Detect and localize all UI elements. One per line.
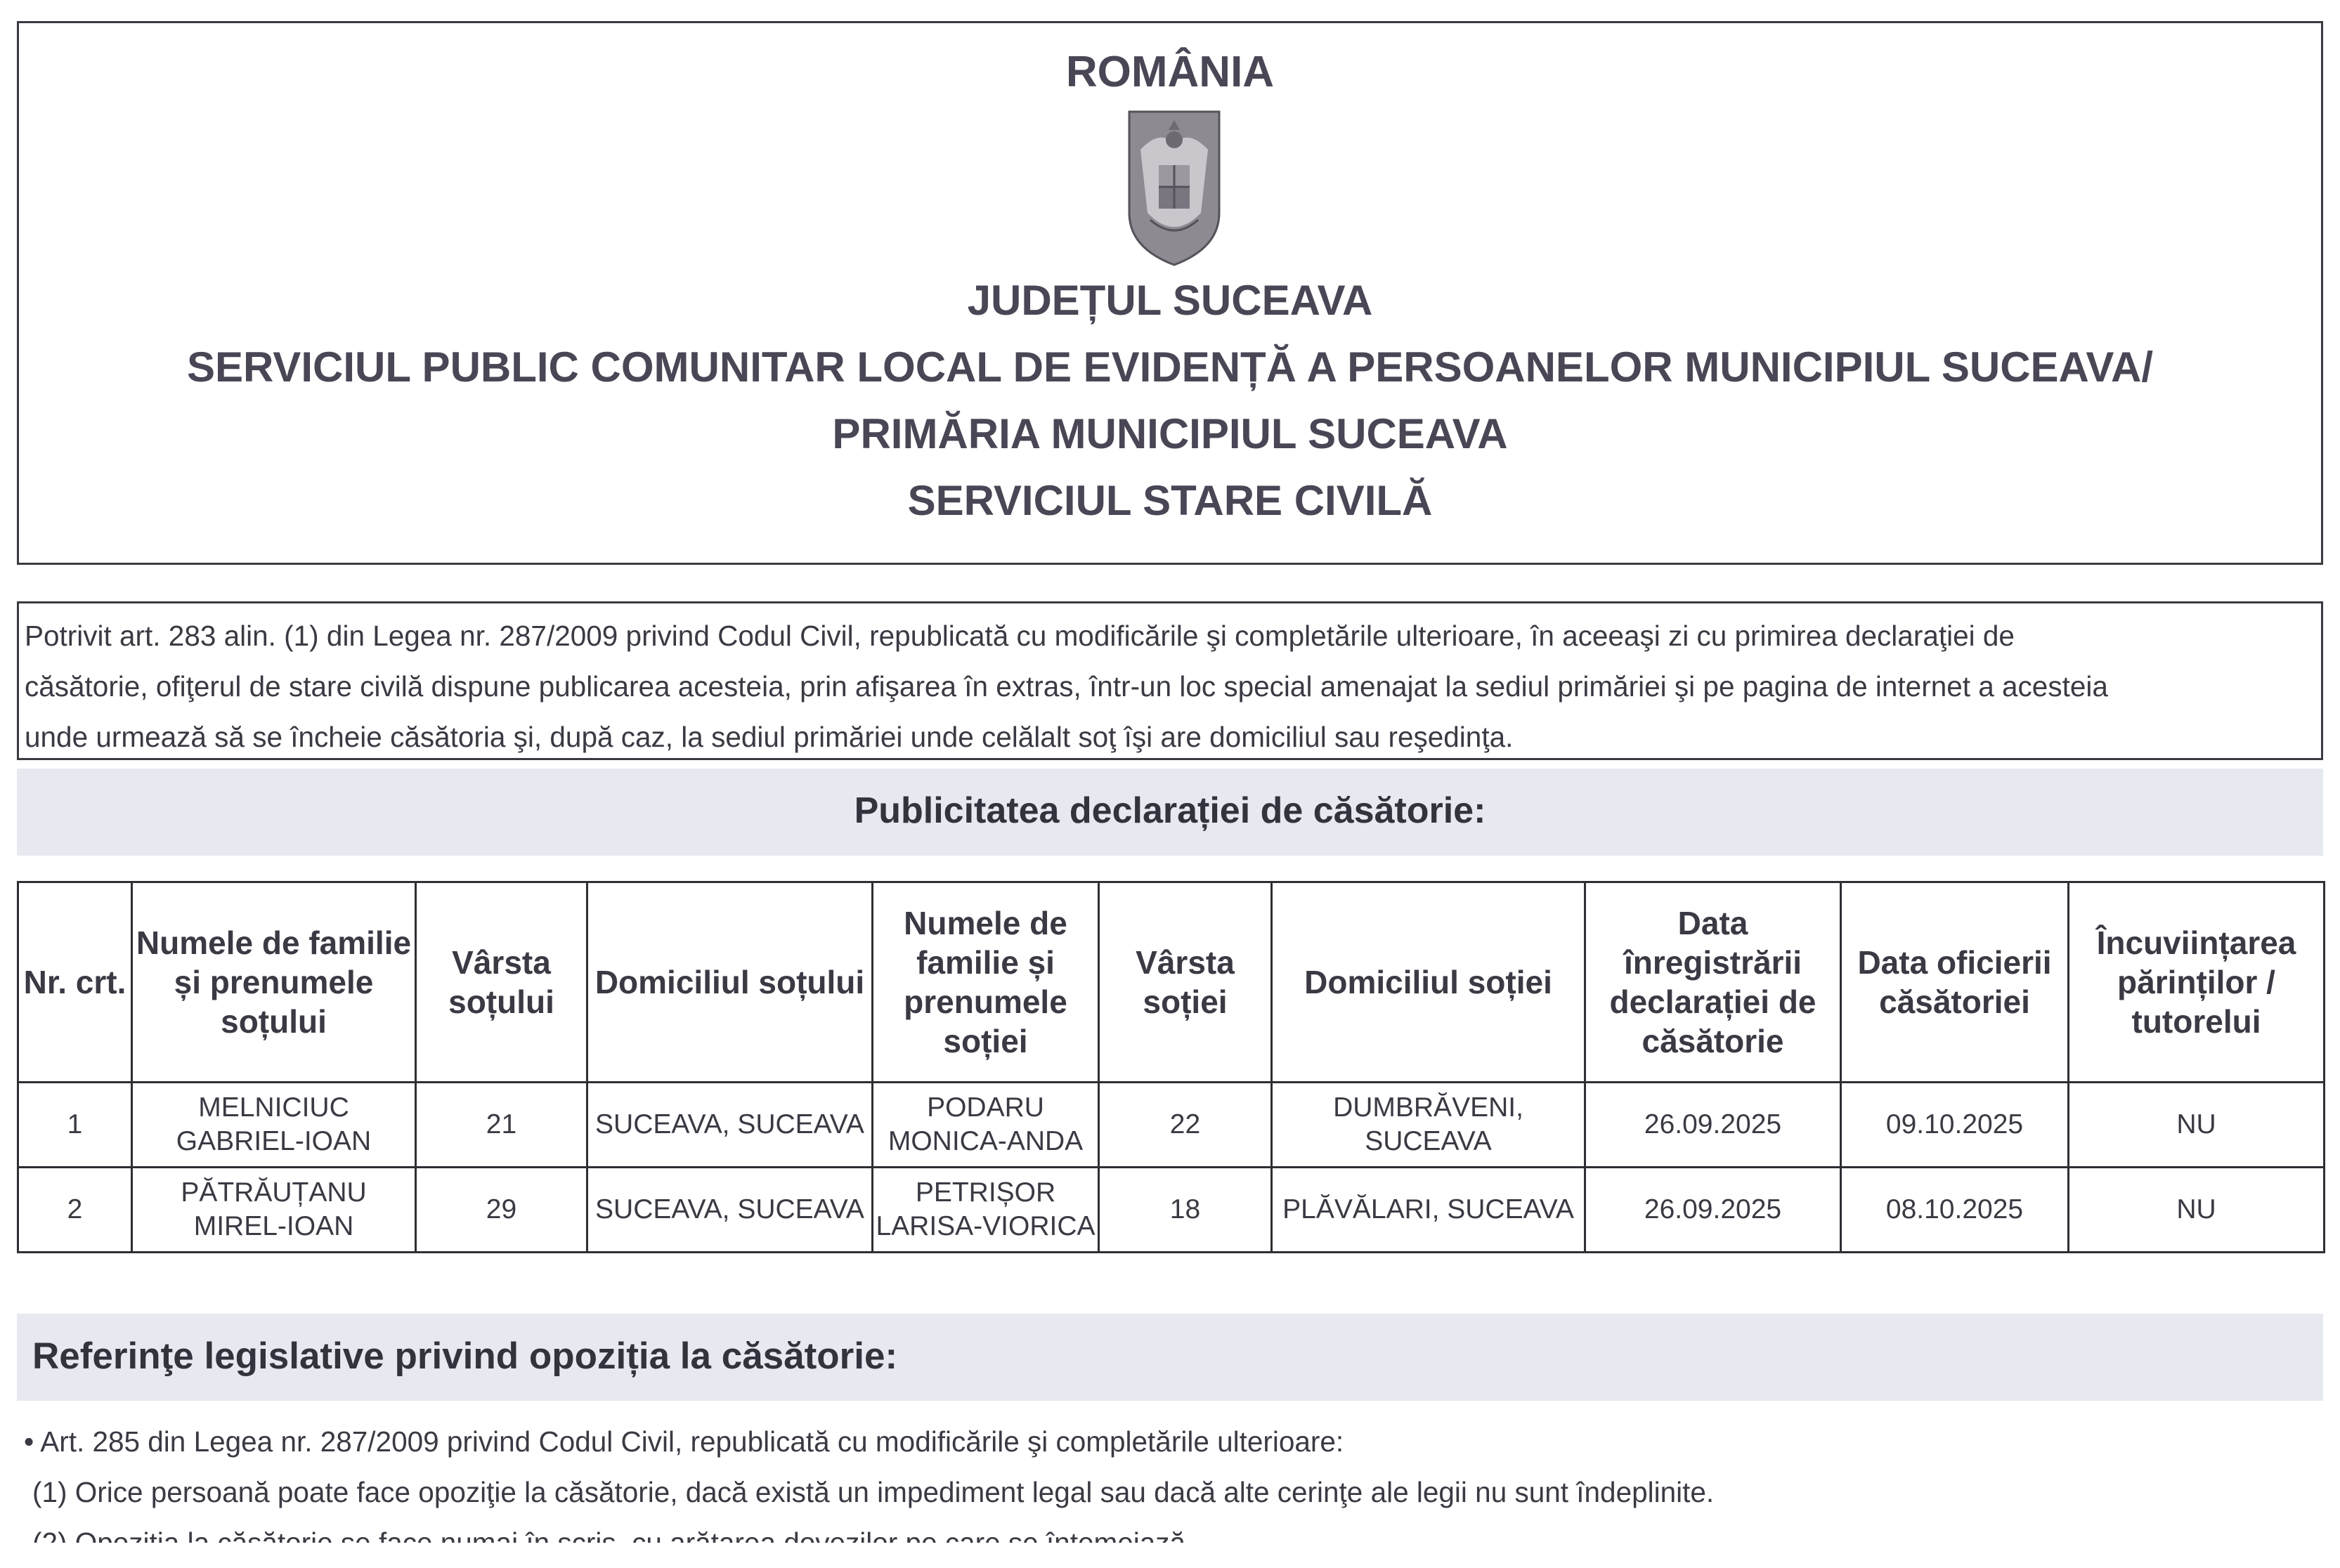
county-title: JUDEȚUL SUCEAVA (967, 277, 1373, 324)
cell-wife-residence: PLĂVĂLARI, SUCEAVA (1272, 1168, 1585, 1253)
cell-wife-name: PETRIȘOR LARISA-VIORICA (873, 1168, 1099, 1253)
table-row (18, 1168, 2325, 1253)
service-title: SERVICIUL PUBLIC COMUNITAR LOCAL DE EVIDENȚĂ A PERSOANELOR MUNICIPIUL SUCEAVA/ (187, 344, 2153, 391)
header-wife-residence: Domiciliul soției (1272, 882, 1585, 1083)
legal-notice-line: căsătorie, ofiţerul de stare civilă dispune publicarea acesteia, prin afişarea în extras, într-un loc special amenajat la sediul primăriei şi pe pagina de internet a acesteia (25, 670, 2108, 703)
cell-husband-name: MELNICIUC GABRIEL-IOAN (132, 1083, 416, 1168)
header-ceremony-date: Data oficierii căsătoriei (1841, 882, 2069, 1083)
legal-notice-line: Potrivit art. 283 alin. (1) din Legea nr. 287/2009 privind Codul Civil, republicată cu modificările şi completările ulterioare, în aceeaşi zi cu primirea declaraţiei de (25, 620, 2015, 652)
cell-husband-name: PĂTRĂUȚANU MIREL-IOAN (132, 1168, 416, 1253)
table-row (18, 1083, 2325, 1168)
publication-title: Publicitatea declarației de căsătorie: (854, 790, 1486, 831)
cell-nr: 2 (18, 1168, 132, 1253)
legal-notice-line: unde urmează să se încheie căsătoria şi, după caz, la sediul primăriei unde celălalt soţ îşi are domiciliul sau reşedinţa. (25, 721, 1514, 753)
cell-wife-name: PODARU MONICA-ANDA (873, 1083, 1099, 1168)
header-parental-consent: Încuviințarea părinților / tutorelui (2069, 882, 2325, 1083)
publication-band (17, 769, 2323, 856)
table-header-row (18, 882, 2325, 1083)
coat-of-arms-icon (1125, 107, 1223, 268)
cell-ceremony-date: 09.10.2025 (1841, 1083, 2069, 1168)
header-husband-residence: Domiciliul soțului (587, 882, 873, 1083)
header-husband-age: Vârsta soțului (416, 882, 587, 1083)
header-registration-date: Data înregistrării declarației de căsătorie (1585, 882, 1841, 1083)
page-bottom-edge (0, 1543, 2340, 1560)
municipality-title: PRIMĂRIA MUNICIPIUL SUCEAVA (832, 410, 1508, 457)
cell-wife-residence: DUMBRĂVENI, SUCEAVA (1272, 1083, 1585, 1168)
marriage-declarations-table (17, 881, 2325, 1253)
department-title: SERVICIUL STARE CIVILĂ (907, 477, 1433, 524)
cell-wife-age: 18 (1099, 1168, 1272, 1253)
references-article: • Art. 285 din Legea nr. 287/2009 privind Codul Civil, republicată cu modificările şi completările ulterioare: (24, 1425, 1344, 1458)
cell-parental-consent: NU (2069, 1083, 2325, 1168)
cell-registration-date: 26.09.2025 (1585, 1083, 1841, 1168)
header-nr: Nr. crt. (18, 882, 132, 1083)
country-title: ROMÂNIA (1065, 48, 1275, 96)
cell-parental-consent: NU (2069, 1168, 2325, 1253)
cell-husband-age: 29 (416, 1168, 587, 1253)
cell-registration-date: 26.09.2025 (1585, 1168, 1841, 1253)
header-box (17, 21, 2323, 565)
header-husband-name: Numele de familie și prenumele soțului (132, 882, 416, 1083)
references-paragraph-1: (1) Orice persoană poate face opoziţie la căsătorie, dacă există un impediment legal sau dacă alte cerinţe ale legii nu sunt îndeplinite. (32, 1476, 1715, 1508)
cell-husband-age: 21 (416, 1083, 587, 1168)
references-title: Referinţe legislative privind opoziția la căsătorie: (32, 1335, 898, 1377)
cell-ceremony-date: 08.10.2025 (1841, 1168, 2069, 1253)
header-wife-name: Numele de familie și prenumele soției (873, 882, 1099, 1083)
cell-husband-residence: SUCEAVA, SUCEAVA (587, 1083, 873, 1168)
legal-notice (17, 601, 2323, 760)
cell-nr: 1 (18, 1083, 132, 1168)
cell-wife-age: 22 (1099, 1083, 1272, 1168)
references-band (17, 1314, 2323, 1401)
cell-husband-residence: SUCEAVA, SUCEAVA (587, 1168, 873, 1253)
header-wife-age: Vârsta soției (1099, 882, 1272, 1083)
